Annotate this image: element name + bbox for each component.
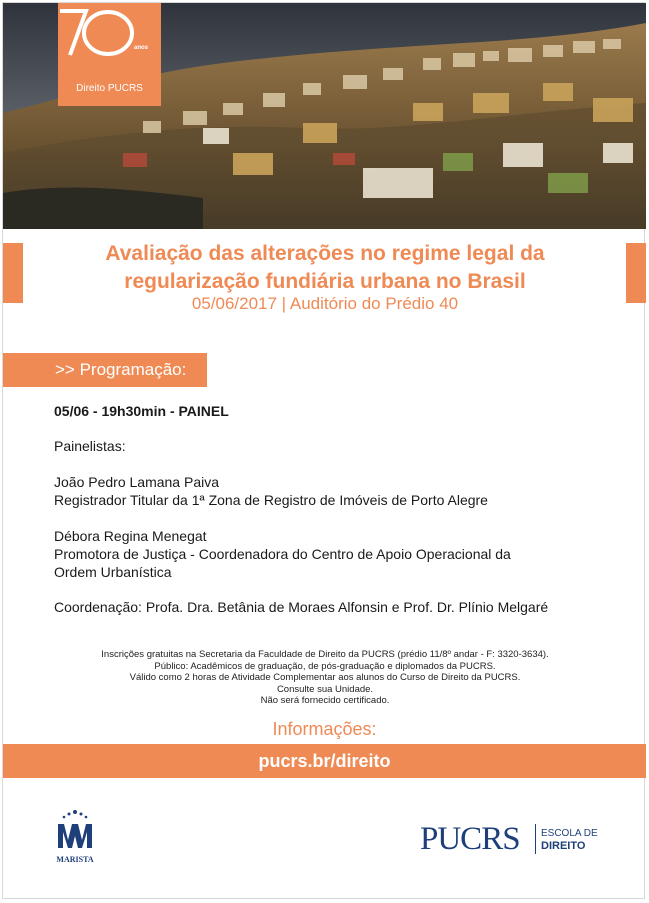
marista-emblem-icon bbox=[50, 808, 100, 854]
marista-logo bbox=[50, 808, 100, 868]
panelist-2-role-line-2: Ordem Urbanística bbox=[54, 564, 172, 580]
event-title-line-1: Avaliação das alterações no regime legal da bbox=[105, 242, 545, 265]
marista-text: MARISTA bbox=[56, 855, 94, 864]
panelist-2-role-line-1: Promotora de Justiça - Coordenadora do Centro de Apoio Operacional da bbox=[54, 546, 511, 562]
pucrs-logo: PUCRS bbox=[420, 821, 520, 857]
panelist-2-name: Débora Regina Menegat bbox=[54, 528, 207, 544]
pucrs-logo-divider bbox=[535, 824, 536, 854]
escola-line-1: ESCOLA DE bbox=[541, 828, 598, 839]
notes-line-4: Consulte sua Unidade. bbox=[276, 683, 374, 695]
session-time: 05/06 - 19h30min - PAINEL bbox=[54, 403, 229, 419]
notes-line-5: Não será fornecido certificado. bbox=[260, 695, 390, 706]
direito-pucrs-70-anos-logo bbox=[58, 3, 161, 106]
event-date-place: 05/06/2017 | Auditório do Prédio 40 bbox=[191, 294, 459, 313]
notes-line-3: Válido como 2 horas de Atividade Complementar aos alunos do Curso de Direito da PUCRS. bbox=[129, 672, 521, 683]
logo-subtitle: Direito PUCRS bbox=[76, 83, 143, 94]
panelist-2 bbox=[54, 527, 511, 581]
registration-notes bbox=[40, 649, 610, 707]
escola-line-2: DIREITO bbox=[541, 840, 586, 852]
left-accent-bar bbox=[3, 243, 23, 303]
coordination: Coordenação: Profa. Dra. Betânia de Moraes Alfonsin e Prof. Dr. Plínio Melgaré bbox=[54, 599, 549, 615]
logo-anos-text: anos bbox=[134, 45, 149, 51]
info-label: Informações: bbox=[272, 719, 377, 739]
panelist-1 bbox=[54, 473, 488, 509]
hero-photo bbox=[3, 3, 646, 229]
program-heading: >> Programação: bbox=[3, 353, 207, 387]
seventy-years-mark bbox=[58, 3, 138, 63]
notes-line-2: Público: Acadêmicos de graduação, de pós-graduação e diplomados da PUCRS. bbox=[154, 660, 496, 672]
event-title bbox=[60, 240, 590, 296]
escola-de-direito bbox=[541, 828, 598, 852]
event-title-line-2: regularização fundiária urbana no Brasil bbox=[124, 270, 526, 293]
panelists-heading: Painelistas: bbox=[54, 438, 126, 454]
info-url[interactable]: pucrs.br/direito bbox=[3, 744, 646, 778]
notes-line-1: Inscrições gratuitas na Secretaria da Faculdade de Direito da PUCRS (prédio 11/8º andar - F: 3320-3634). bbox=[101, 649, 549, 660]
panelist-1-name: João Pedro Lamana Paiva bbox=[54, 474, 219, 490]
panelist-1-role: Registrador Titular da 1ª Zona de Registro de Imóveis de Porto Alegre bbox=[54, 492, 488, 508]
right-accent-bar bbox=[626, 243, 646, 303]
